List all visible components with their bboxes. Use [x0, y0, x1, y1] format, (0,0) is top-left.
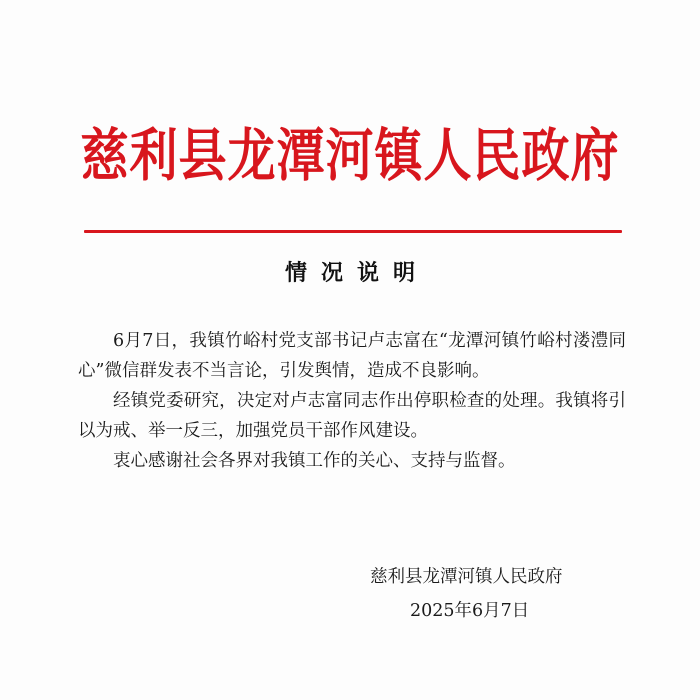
- paragraph-2: 经镇党委研究，决定对卢志富同志作出停职检查的处理。我镇将引以为戒、举一反三，加强党员干部作风建设。: [78, 391, 626, 441]
- document-title: 情况说明: [284, 260, 429, 286]
- document-body: [78, 326, 626, 476]
- signature-date: 2025年6月7日: [410, 601, 530, 621]
- paragraph-3: 衷心感谢社会各界对我镇工作的关心、支持与监督。: [113, 451, 516, 471]
- signature-organization: 慈利县龙潭河镇人民政府: [370, 567, 563, 587]
- paragraph-1: 6月7日，我镇竹峪村党支部书记卢志富在“龙潭河镇竹峪村溇澧同心”微信群发表不当言论，引发舆情，造成不良影响。: [78, 331, 626, 381]
- red-divider-line: [84, 230, 622, 233]
- signature-block: [330, 560, 630, 628]
- issuing-authority-header: 慈利县龙潭河镇人民政府: [80, 123, 620, 190]
